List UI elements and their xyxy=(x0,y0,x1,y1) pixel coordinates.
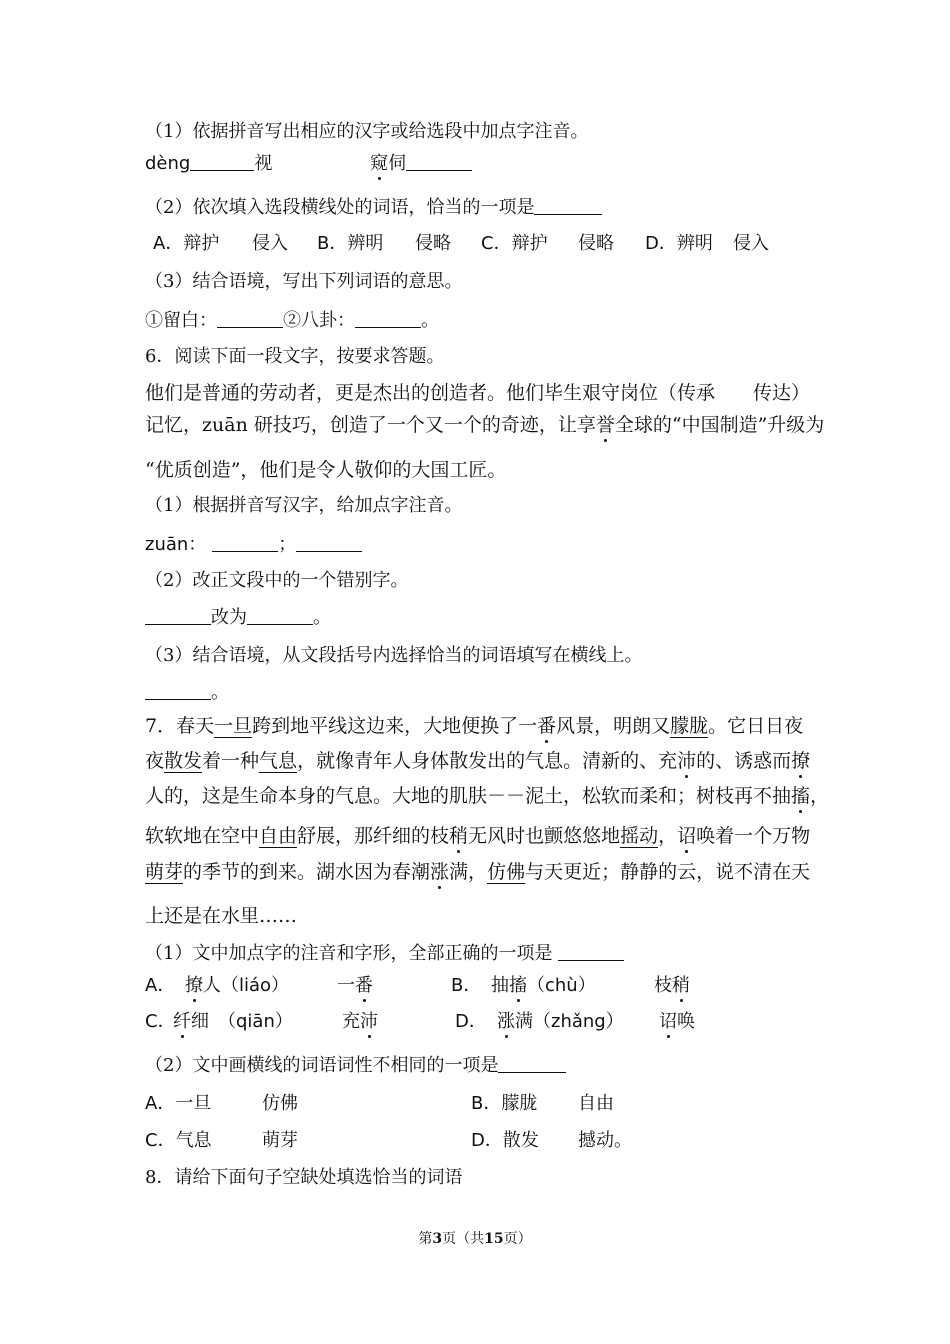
option-b-item1 xyxy=(491,974,596,998)
dotted-char: 沛 xyxy=(677,750,697,772)
option-text: 抽 xyxy=(491,975,509,996)
pinyin-deng: dèng xyxy=(145,153,191,174)
option-a xyxy=(153,232,219,256)
word-shi: 视 xyxy=(254,153,273,174)
page-number: 3 xyxy=(432,1231,443,1247)
option-label: C． xyxy=(145,1130,176,1151)
dotted-char: 撩 xyxy=(185,975,203,996)
answer-blank xyxy=(190,152,254,171)
q7-opt2-row2 xyxy=(145,1129,845,1153)
option-text: 细 （qiān） xyxy=(191,1011,293,1032)
option-label: C． xyxy=(145,1011,176,1032)
dotted-char: 诏 xyxy=(659,1011,677,1032)
option-word: 辨明 xyxy=(676,233,713,254)
option-label: A． xyxy=(145,1093,176,1114)
option-text: （chù） xyxy=(527,975,596,996)
q7-opt1-row2 xyxy=(145,1010,845,1034)
answer-blank xyxy=(558,942,624,961)
para-text: 全球的“中国制造”升级为 xyxy=(614,414,825,436)
liubai-label: ①留白： xyxy=(145,310,217,331)
option-d-item2 xyxy=(659,1010,695,1034)
q6-para-line3: “优质创造”，他们是令人敬仰的大国工匠。 xyxy=(145,459,507,481)
option-word: 辩护 xyxy=(183,233,220,254)
footer-text: 页（共 xyxy=(442,1231,485,1247)
answer-blank xyxy=(498,1054,566,1073)
answer-blank xyxy=(217,309,283,328)
q6-fill-line xyxy=(145,681,229,705)
option-b-item2 xyxy=(654,974,690,998)
option-label: A． xyxy=(145,975,176,996)
answer-blank xyxy=(247,606,313,625)
para-text: 夜 xyxy=(145,750,165,772)
option-word: 气息 xyxy=(175,1130,212,1151)
q7-sub1 xyxy=(145,942,624,966)
q5-sub3: （3）结合语境，写出下列词语的意思。 xyxy=(145,271,463,292)
para-text: 软软地在空中 xyxy=(145,825,260,847)
option-word: 侵入 xyxy=(733,233,769,254)
underlined-word: 摇动 xyxy=(620,825,659,847)
q7-para-line4 xyxy=(145,824,810,848)
footer-text: 页） xyxy=(503,1231,532,1247)
option-word: 散发 xyxy=(502,1130,539,1151)
dotted-char: 沛 xyxy=(360,1011,378,1032)
q6-title: 6．阅读下面一段文字，按要求答题。 xyxy=(145,346,445,367)
option-word: 仿佛 xyxy=(262,1093,298,1114)
para-text: 跨到地平线这边来，大地便换了一 xyxy=(252,715,538,737)
option-label: B． xyxy=(471,1093,502,1114)
q6-para-line1: 他们是普通的劳动者，更是杰出的创造者。他们毕生艰守岗位（传承 传达） xyxy=(145,382,811,404)
option-c-item1 xyxy=(173,1010,293,1034)
q7-para-line3 xyxy=(145,784,829,808)
option-text: 人（liáo） xyxy=(203,975,290,996)
dotted-char: 诏 xyxy=(677,825,697,847)
para-text: 的季节的到来。湖水因为春潮 xyxy=(183,861,431,883)
option-word: 朦胧 xyxy=(501,1093,538,1114)
answer-blank xyxy=(296,533,362,552)
word-kui: 窥 xyxy=(370,153,389,174)
option-a-item1 xyxy=(185,974,289,998)
dotted-char: 番 xyxy=(537,715,557,737)
q7-para-line6: 上还是在水里…… xyxy=(145,905,298,927)
q6-para-line2 xyxy=(145,413,824,437)
para-text: 风景，明朗又 xyxy=(556,715,671,737)
option-word: 侵略 xyxy=(415,233,451,254)
q7-sub2-text: （2）文中画横线的词语词性不相同的一项是 xyxy=(145,1055,499,1076)
option-text: 一 xyxy=(337,975,355,996)
dotted-char: 稍 xyxy=(449,825,469,847)
option-text: 满（zhǎng） xyxy=(515,1011,624,1032)
dotted-char: 誉 xyxy=(595,414,615,436)
dotted-char: 涨 xyxy=(430,861,450,883)
page-footer xyxy=(0,1228,950,1248)
option-d xyxy=(471,1129,539,1153)
option-word: 萌芽 xyxy=(262,1130,298,1151)
option-text: 充 xyxy=(342,1011,360,1032)
para-text: 。它日日夜 xyxy=(708,715,804,737)
option-d-item1 xyxy=(497,1010,624,1034)
option-label: B． xyxy=(451,975,482,996)
q6-sub1: （1）根据拼音写汉字，给加点字注音。 xyxy=(145,495,463,516)
word-si: 伺 xyxy=(388,153,407,174)
option-label: D． xyxy=(455,1011,487,1032)
q5-pinyin-line xyxy=(145,152,472,176)
para-text: 的、诱惑而 xyxy=(696,750,792,772)
option-d xyxy=(645,232,713,256)
option-label: C． xyxy=(481,233,512,254)
q6-zuan-line xyxy=(145,533,362,557)
dotted-char: 搐 xyxy=(509,975,527,996)
q5-sub2-text: （2）依次填入选段横线处的词语，恰当的一项是 xyxy=(145,197,535,218)
option-a-item2 xyxy=(337,974,373,998)
q5-meaning-line xyxy=(145,309,439,333)
option-c xyxy=(481,232,548,256)
q7-opt2-row1 xyxy=(145,1092,845,1116)
pinyin-zuan: zuān： xyxy=(145,534,207,555)
period: 。 xyxy=(211,682,229,703)
option-text: 枝 xyxy=(654,975,672,996)
bagua-label: ②八卦： xyxy=(283,310,355,331)
q5-options xyxy=(145,232,845,256)
option-word: 撼动。 xyxy=(578,1130,632,1151)
option-word: 侵入 xyxy=(252,233,288,254)
semicolon: ； xyxy=(278,534,297,555)
q7-para-line1 xyxy=(145,714,803,738)
period: 。 xyxy=(421,310,439,331)
underlined-word: 散发 xyxy=(164,750,203,772)
option-word: 侵略 xyxy=(578,233,614,254)
answer-blank xyxy=(145,606,211,625)
q5-sub2 xyxy=(145,196,602,220)
answer-blank xyxy=(145,681,211,700)
q7-para-line2 xyxy=(145,749,810,773)
answer-blank xyxy=(355,309,421,328)
q7-sub2 xyxy=(145,1054,566,1078)
option-c-item2 xyxy=(342,1010,378,1034)
option-label: B． xyxy=(317,233,348,254)
para-text: 记忆，zuān 研技巧，创造了一个又一个的奇迹，让享 xyxy=(145,414,596,436)
gaiwei-label: 改为 xyxy=(211,607,247,628)
underlined-word: 一旦 xyxy=(214,715,253,737)
answer-blank xyxy=(534,196,602,215)
q5-sub1: （1）依据拼音写出相应的汉字或给选段中加点字注音。 xyxy=(145,121,589,142)
period: 。 xyxy=(313,607,331,628)
dotted-char: 稍 xyxy=(672,975,690,996)
dotted-char: 番 xyxy=(355,975,373,996)
dotted-char: 纤 xyxy=(173,1011,191,1032)
option-word: 辨明 xyxy=(347,233,384,254)
option-word: 一旦 xyxy=(175,1093,212,1114)
q6-sub3: （3）结合语境，从文段括号内选择恰当的词语填写在横线上。 xyxy=(145,645,643,666)
option-b xyxy=(317,232,383,256)
para-text: 舒展，那纤细的枝 xyxy=(297,825,450,847)
dotted-char: 搐 xyxy=(791,785,811,807)
q8-title: 8．请给下面句子空缺处填选恰当的词语 xyxy=(145,1167,463,1188)
para-text: 着一种 xyxy=(202,750,260,772)
option-word: 辩护 xyxy=(511,233,548,254)
underlined-word: 萌芽 xyxy=(145,861,184,883)
footer-text: 第 xyxy=(418,1231,433,1247)
option-label: D． xyxy=(645,233,677,254)
q7-sub1-text: （1）文中加点字的注音和字形，全部正确的一项是 xyxy=(145,943,553,964)
para-text: 满， xyxy=(449,861,488,883)
underlined-word: 仿佛 xyxy=(487,861,526,883)
option-word: 自由 xyxy=(578,1093,614,1114)
answer-blank xyxy=(406,152,472,171)
para-text: ， xyxy=(658,825,678,847)
underlined-word: 气息 xyxy=(259,750,298,772)
para-text: 唤着一个万物 xyxy=(696,825,811,847)
para-text: 人的，这是生命本身的气息。大地的肌肤－－泥土，松软而柔和；树枝再不抽 xyxy=(145,785,792,807)
para-text: 7．春天 xyxy=(145,715,215,737)
answer-blank xyxy=(212,533,278,552)
dotted-char: 涨 xyxy=(497,1011,515,1032)
q6-correction-line xyxy=(145,606,331,630)
option-b xyxy=(471,1092,537,1116)
underlined-word: 朦胧 xyxy=(670,715,709,737)
option-label: D． xyxy=(471,1130,503,1151)
dotted-char: 撩 xyxy=(791,750,811,772)
q6-sub2: （2）改正文段中的一个错别字。 xyxy=(145,570,409,591)
underlined-word: 自由 xyxy=(259,825,298,847)
para-text: 与天更近；静静的云，说不清在天 xyxy=(525,861,811,883)
total-pages: 15 xyxy=(484,1231,504,1247)
para-text: 无风时也颤悠悠地 xyxy=(468,825,621,847)
option-label: A． xyxy=(153,233,184,254)
q7-para-line5 xyxy=(145,860,810,884)
option-c xyxy=(145,1129,212,1153)
option-text: 唤 xyxy=(677,1011,695,1032)
q7-opt1-row1 xyxy=(145,974,845,998)
para-text: ， xyxy=(810,785,830,807)
para-text: ，就像青年人身体散发出的气息。清新的、充 xyxy=(297,750,678,772)
option-a xyxy=(145,1092,211,1116)
